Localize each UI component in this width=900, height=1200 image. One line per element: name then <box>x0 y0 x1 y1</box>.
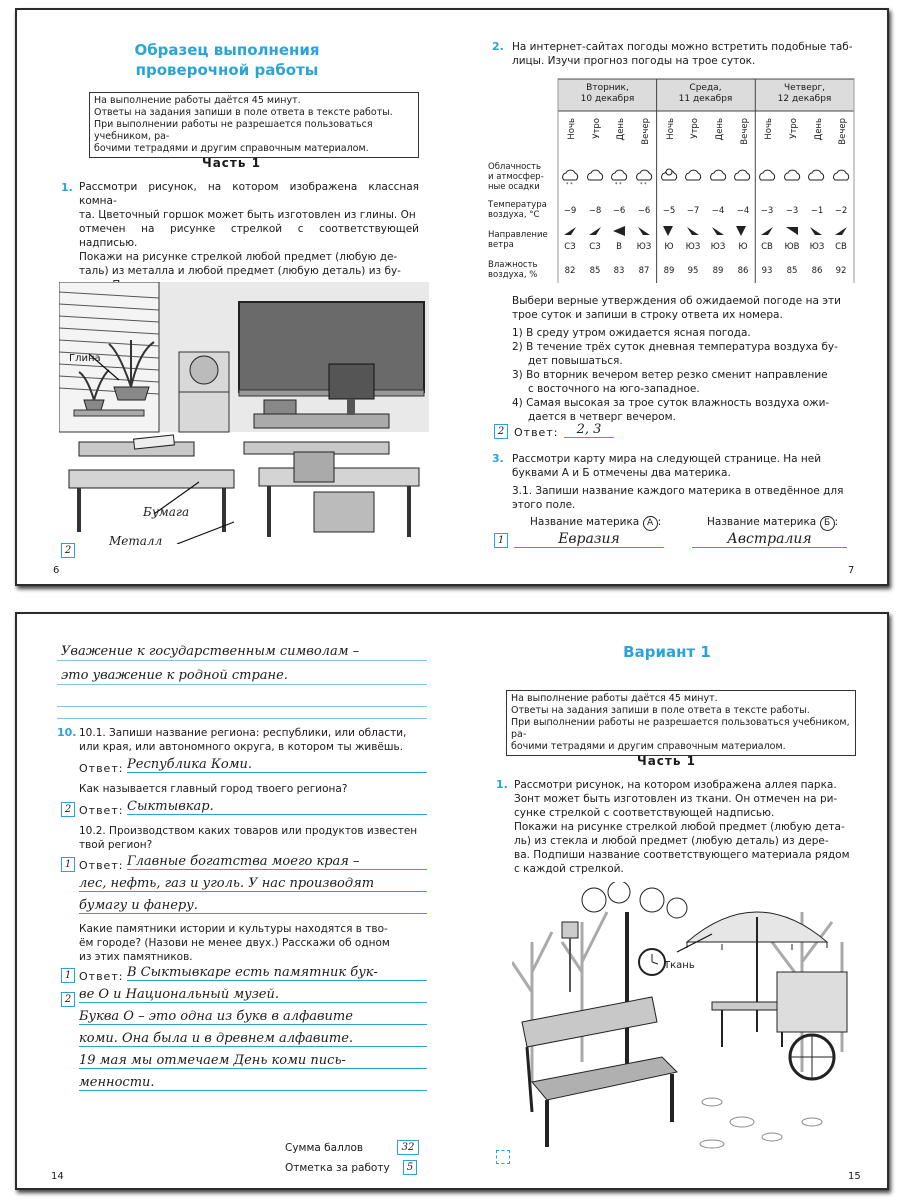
page-number: 15 <box>848 1171 861 1182</box>
mark-value: 5 <box>403 1160 417 1175</box>
score-box: 1 <box>61 857 75 872</box>
time-header: Ночь <box>666 118 676 140</box>
text-line: этого поле. <box>512 499 576 511</box>
page-number: 7 <box>848 565 855 576</box>
wind-cell: СВ <box>761 242 773 252</box>
text-line: та. Цветочный горшок может быть изготовлен из глины. Он <box>79 209 416 221</box>
chair-icon <box>294 452 334 482</box>
info-line: бочими тетрадями и другим справочным материалом. <box>94 143 369 154</box>
cloud-icon <box>686 170 701 180</box>
score-box: 2 <box>61 992 75 1007</box>
info-line: При выполнении работы не разрешается пользоваться учебником, ра- <box>94 119 373 142</box>
info-line: бочими тетрадями и другим справочным материалом. <box>511 741 786 752</box>
story-answer-line[interactable]: 19 мая мы отмечаем День коми пись- <box>79 1053 427 1069</box>
answer-label: Ответ: <box>79 859 124 872</box>
monuments-answer-line[interactable]: В Сыктывкаре есть памятник бук- <box>127 965 427 981</box>
text-line: таль) из металла и любой предмет (любую деталь) из бу- <box>79 265 401 277</box>
page-7 <box>452 10 887 584</box>
row-label-temp <box>488 200 547 220</box>
temp-cell: −6 <box>612 206 626 216</box>
answer-label: Ответ: <box>514 426 559 439</box>
monuments-answer-line[interactable]: ве О и Национальный музей. <box>79 987 427 1003</box>
text-line: с каждой стрелкой. <box>514 863 624 875</box>
humidity-cell: 89 <box>663 266 675 276</box>
info-line: Ответы на задания запиши в поле ответа в тексте работы. <box>94 107 393 118</box>
wind-cell: ЮВ <box>784 242 800 252</box>
cloud-icon <box>735 170 750 180</box>
text-line: буквами А и Б отмечены два материка. <box>512 467 731 479</box>
humidity-cell: 86 <box>737 266 749 276</box>
text-line: 10.2. Производством каких товаров или продуктов известен <box>79 825 418 837</box>
wind-arrow-icon <box>564 227 576 235</box>
text-line: Какие памятники истории и культуры находятся в тво- <box>79 923 388 935</box>
cloud-snow-icon <box>612 170 627 180</box>
mark-label: Отметка за работу <box>285 1162 390 1174</box>
question-number: 1. <box>61 181 73 194</box>
day-header <box>560 83 655 105</box>
part-title: Часть 1 <box>637 754 696 768</box>
title-line-2: проверочной работы <box>135 61 319 79</box>
page-title: Вариант 1 <box>623 643 711 661</box>
time-header: Вечер <box>740 118 750 145</box>
temp-cell: −9 <box>563 206 577 216</box>
page-title <box>97 40 357 80</box>
text-line: Выбери верные утверждения об ожидаемой погоде на эти <box>512 295 841 307</box>
text-line: дет повышаться. <box>528 355 623 367</box>
wind-arrow-icon <box>663 226 673 236</box>
wind-arrow-icon <box>613 226 625 236</box>
continent-a-answer[interactable]: Евразия <box>514 531 664 548</box>
story-answer-line[interactable]: коми. Она была и в древнем алфавите. <box>79 1031 427 1047</box>
wind-arrow-icon <box>835 227 847 235</box>
row-label-line: Температура <box>488 200 547 210</box>
letter-b-badge: Б <box>820 516 835 531</box>
temp-cell: −6 <box>637 206 651 216</box>
choose-text <box>512 294 867 322</box>
row-label-line: и атмосфер- <box>488 172 544 182</box>
temp-cell: −3 <box>785 206 799 216</box>
humidity-cell: 86 <box>811 266 823 276</box>
svg-text:* *: * * <box>640 182 647 188</box>
score-box: 2 <box>61 543 75 558</box>
row-label-hum <box>488 260 538 280</box>
time-header: День <box>616 118 626 141</box>
text-line: 10.1. Запиши название региона: республики, или области, <box>79 727 407 739</box>
info-line: Ответы на задания запиши в поле ответа в тексте работы. <box>511 705 810 716</box>
time-header: День <box>814 118 824 141</box>
score-box: 1 <box>61 968 75 983</box>
row-label-line: воздуха, °С <box>488 210 540 220</box>
score-box: 1 <box>494 533 508 548</box>
text-line: 1) В среду утром ожидается ясная погода. <box>512 327 751 339</box>
cloud-icon <box>785 170 800 180</box>
humidity-cell: 85 <box>786 266 798 276</box>
temp-cell: −5 <box>662 206 676 216</box>
humidity-cell: 92 <box>835 266 847 276</box>
answer-label: Ответ: <box>79 804 124 817</box>
text-line: сунке стрелкой с соответствующей надписью. <box>514 807 775 819</box>
wind-arrow-icon <box>589 227 601 235</box>
monitor-icon <box>329 364 374 399</box>
letter-a-badge: А <box>643 516 658 531</box>
question-1-text <box>514 778 866 876</box>
text-line: или края, или автономного округа, в котором ты живёшь. <box>79 741 404 753</box>
text-line: Рассмотри рисунок, на котором изображена классная комна- <box>79 181 419 207</box>
wind-arrow-icon <box>638 227 650 235</box>
time-header: Вечер <box>641 118 651 145</box>
temp-cell: −7 <box>686 206 700 216</box>
cloud-icon <box>760 170 775 180</box>
title-line-1: Образец выполнения <box>134 41 320 59</box>
continent-b-answer[interactable]: Австралия <box>692 531 847 548</box>
svg-text:* *: * * <box>566 182 573 188</box>
wind-cell: ЮЗ <box>685 242 701 252</box>
time-header: Ночь <box>567 118 577 140</box>
cloud-icon <box>809 170 824 180</box>
wind-arrows-row <box>558 224 854 238</box>
wind-cell: Ю <box>738 242 748 252</box>
time-header: Вечер <box>838 118 848 145</box>
continent-label-text: Название материка <box>530 516 640 528</box>
handwritten-line: Уважение к государственным символам – <box>61 644 360 659</box>
text-line: отмечен на рисунке стрелкой с соответствующей надписью. <box>79 223 419 249</box>
label-paper: Бумага <box>143 505 190 519</box>
goods-answer-line[interactable]: бумагу и фанеру. <box>79 898 427 914</box>
part-title: Часть 1 <box>202 156 261 170</box>
page-14 <box>17 614 452 1188</box>
text-line: из этих памятников. <box>79 951 193 963</box>
temp-cell: −2 <box>834 206 848 216</box>
statement-2 <box>512 340 867 368</box>
statement-4 <box>512 396 867 424</box>
temp-cell: −8 <box>588 206 602 216</box>
goods-answer-line[interactable]: лес, нефть, газ и уголь. У нас производят <box>79 876 427 892</box>
page-6 <box>17 10 452 584</box>
day-date: 12 декабря <box>777 94 832 104</box>
cloud-icon <box>711 170 726 180</box>
day-name: Вторник, <box>586 83 629 93</box>
text-line: твой регион? <box>79 839 153 851</box>
wind-cell: СВ <box>835 242 847 252</box>
text-line: 2) В течение трёх суток дневная температура воздуха бу- <box>512 341 838 353</box>
question-number: 2. <box>492 40 504 53</box>
wind-arrow-icon <box>786 227 798 235</box>
wind-cell: В <box>616 242 622 252</box>
region-answer[interactable]: Республика Коми. <box>127 757 427 773</box>
answer-field[interactable]: 2, 3 <box>564 422 614 438</box>
question-10-1-text <box>79 726 424 754</box>
text-line: ва. Подпиши название соответствующего материала рядом <box>514 849 850 861</box>
text-line: лицы. Изучи прогноз погоды на трое суток. <box>512 55 756 67</box>
text-line: 3.1. Запиши название каждого материка в отведённое для <box>512 485 844 497</box>
humidity-cell: 89 <box>712 266 724 276</box>
time-header: Ночь <box>764 118 774 140</box>
wind-cell: ЮЗ <box>636 242 652 252</box>
wind-cell: СЗ <box>564 242 576 252</box>
row-label-line: Облачность <box>488 162 541 172</box>
text-line: 3) Во вторник вечером ветер резко сменит направление <box>512 369 828 381</box>
info-box <box>89 92 419 158</box>
capital-answer[interactable]: Сыктывкар. <box>127 799 427 815</box>
score-box-empty <box>496 1150 510 1164</box>
humidity-cell: 83 <box>613 266 625 276</box>
question-3-1-text <box>512 484 867 512</box>
svg-text:* *: * * <box>615 182 622 188</box>
question-10-2-text <box>79 824 424 852</box>
time-header: Утро <box>690 118 700 139</box>
park-illustration <box>512 882 852 1160</box>
top-spread <box>15 8 889 586</box>
day-date: 10 декабря <box>580 94 635 104</box>
time-header: Утро <box>789 118 799 139</box>
info-line: На выполнение работы даётся 45 минут. <box>511 693 718 704</box>
row-label-wind <box>488 230 548 250</box>
day-name: Среда, <box>689 83 722 93</box>
label-fabric: Ткань <box>664 960 695 971</box>
wind-cell: СЗ <box>589 242 601 252</box>
question-number: 10. <box>57 726 77 739</box>
row-label-cloud <box>488 162 544 192</box>
day-date: 11 декабря <box>678 94 733 104</box>
bottom-spread <box>15 612 889 1190</box>
sum-label: Сумма баллов <box>285 1142 364 1154</box>
score-box: 2 <box>61 802 75 817</box>
goods-answer-line[interactable]: Главные богатства моего края – <box>127 854 427 870</box>
wind-arrow-icon <box>736 226 746 236</box>
time-header: День <box>715 118 725 141</box>
answer-label: Ответ: <box>79 762 124 775</box>
story-answer-line[interactable]: Буква О – это одна из букв в алфавите <box>79 1009 427 1025</box>
day-name: Четверг, <box>783 83 826 93</box>
humidity-cell: 95 <box>687 266 699 276</box>
day-header <box>658 83 753 105</box>
cloud-snow-icon <box>563 170 578 180</box>
continent-a-label: Название материка А : <box>530 516 661 531</box>
humidity-cell: 93 <box>761 266 773 276</box>
sum-value: 32 <box>397 1140 419 1155</box>
row-label-line: ветра <box>488 240 514 250</box>
continent-label-text: Название материка <box>707 516 817 528</box>
row-label-line: ные осадки <box>488 182 540 192</box>
text-line: На интернет-сайтах погоды можно встретить подобные таб- <box>512 41 853 53</box>
classroom-illustration <box>59 282 429 544</box>
temp-cell: −4 <box>711 206 725 216</box>
text-line: с восточного на юго-западное. <box>528 383 700 395</box>
text-line: трое суток и запиши в строку ответа их номера. <box>512 309 783 321</box>
wind-arrow-icon <box>761 227 773 235</box>
handwritten-line: это уважение к родной стране. <box>61 668 288 683</box>
wind-arrow-icon <box>687 227 699 235</box>
answer-label: Ответ: <box>79 970 124 983</box>
question-2-text <box>512 40 867 68</box>
monuments-question <box>79 922 424 964</box>
statement-1 <box>512 326 867 340</box>
weather-table <box>488 78 868 288</box>
row-label-line: Влажность <box>488 260 538 270</box>
page-15 <box>452 614 887 1188</box>
text-line: Покажи на рисунке стрелкой любой предмет (любую де- <box>79 251 398 263</box>
text-line: дается в четверг вечером. <box>528 411 676 423</box>
row-label-line: Направление <box>488 230 548 240</box>
text-line: Рассмотри карту мира на следующей странице. На ней <box>512 453 822 465</box>
text-line: 4) Самая высокая за трое суток влажность воздуха ожи- <box>512 397 830 409</box>
story-answer-line[interactable]: менности. <box>79 1075 427 1091</box>
question-number: 3. <box>492 452 504 465</box>
continent-b-label: Название материка Б : <box>707 516 838 531</box>
row-label-line: воздуха, % <box>488 270 538 280</box>
label-clay: Глина <box>69 353 101 364</box>
wind-arrow-icon <box>810 227 822 235</box>
cloud-icons-row <box>558 166 854 188</box>
info-line: На выполнение работы даётся 45 минут. <box>94 95 301 106</box>
humidity-cell: 87 <box>638 266 650 276</box>
page-number: 14 <box>51 1171 64 1182</box>
wind-arrow-icon <box>712 227 724 235</box>
birdhouse-icon <box>562 922 578 938</box>
label-metal: Металл <box>109 534 163 548</box>
day-header <box>757 83 852 105</box>
text-line: Зонт может быть изготовлен из ткани. Он отмечен на ри- <box>514 793 838 805</box>
humidity-cell: 82 <box>564 266 576 276</box>
question-3-text <box>512 452 867 480</box>
temp-cell: −1 <box>810 206 824 216</box>
cloud-icon <box>834 170 849 180</box>
text-line: ль) из стекла и любой предмет (любую деталь) из дере- <box>514 835 829 847</box>
text-line: Рассмотри рисунок, на котором изображена аллея парка. <box>514 779 837 791</box>
time-header: Утро <box>592 118 602 139</box>
page-number: 6 <box>53 565 60 576</box>
question-number: 1. <box>496 778 508 791</box>
temp-cell: −3 <box>760 206 774 216</box>
capital-question: Как называется главный город твоего региона? <box>79 783 348 795</box>
globe-icon <box>190 356 218 384</box>
wind-cell: ЮЗ <box>809 242 825 252</box>
info-line: При выполнении работы не разрешается пользоваться учебником, ра- <box>511 717 850 740</box>
humidity-cell: 85 <box>589 266 601 276</box>
cloud-snow-icon <box>637 170 652 180</box>
books-icon <box>264 400 296 414</box>
temp-cell: −4 <box>736 206 750 216</box>
text-line: Покажи на рисунке стрелкой любой предмет (любую дета- <box>514 821 845 833</box>
statement-3 <box>512 368 867 396</box>
score-box: 2 <box>494 424 508 439</box>
cloud-icon <box>588 170 603 180</box>
text-line: ём городе? (Назови не менее двух.) Расскажи об одном <box>79 937 390 949</box>
wind-cell: Ю <box>664 242 674 252</box>
wind-cell: ЮЗ <box>710 242 726 252</box>
info-box <box>506 690 856 756</box>
